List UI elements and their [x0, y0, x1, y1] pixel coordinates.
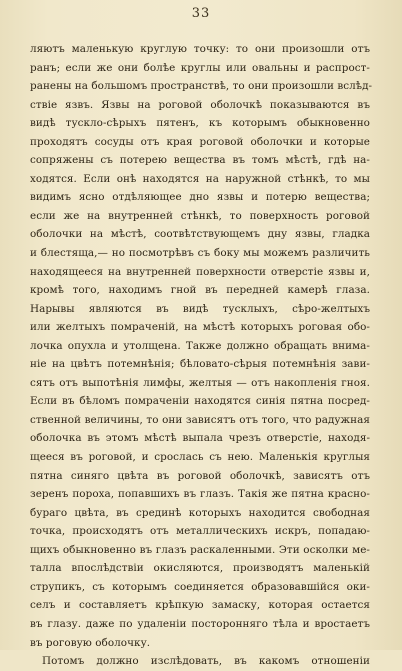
text-line: ствіе язвъ. Язвы на роговой оболочкѣ показываются въ	[30, 98, 370, 111]
text-line: оболочки на мѣстѣ, соотвѣтствующемъ дну язвы, гладка	[30, 228, 370, 241]
text-line: находящееся на внутренней поверхности отверстіе язвы и,	[30, 265, 370, 278]
text-line: бураго цвѣта, въ срединѣ которыхъ находится свободная	[30, 506, 370, 519]
text-line: ніе на цвѣтъ потемнѣнія; бѣловато-сѣрыя потемнѣнія зави-	[30, 358, 370, 371]
text-line: сопряжены съ потерею вещества въ томъ мѣстѣ, гдѣ на-	[30, 154, 370, 167]
text-line: щееся въ роговой, и срослась съ нею. Маленькія круглыя	[30, 451, 370, 464]
text-line: Если въ бѣломъ помраченіи находятся синія пятна посред-	[30, 395, 370, 408]
text-line: или желтыхъ помраченій, на мѣстѣ которыхъ роговая обо-	[30, 321, 370, 334]
text-line: ственной величины, то они зависятъ отъ того, что радужная	[30, 413, 370, 426]
text-line: струпикъ, съ которымъ соединяется образовавшійся оки-	[30, 580, 370, 593]
text-line: проходятъ сосуды отъ края роговой оболочки и которые	[30, 135, 370, 148]
text-line: селъ и составляетъ крѣпкую замаску, которая остается	[30, 599, 370, 612]
text-line: ранъ; если же они болѣе круглы или овальны и распрост-	[30, 61, 370, 74]
text-line: и блестяща,— но посмотрѣвъ съ боку мы можемъ различить	[30, 247, 370, 260]
text-line: если же на внутренней стѣнкѣ, то поверхность роговой	[30, 209, 370, 222]
text-line: щихъ обыкновенно въ глазъ раскаленными. Эти осколки ме-	[30, 543, 370, 556]
text-line: кромѣ того, находимъ гной въ передней камерѣ глаза.	[30, 284, 370, 297]
text-line: видимъ ясно отдѣляющее дно язвы и потерю вещества;	[30, 191, 370, 204]
text-line: ляютъ маленькую круглую точку: то они произошли отъ	[30, 43, 370, 55]
text-line: пятна синяго цвѣта въ роговой оболочкѣ, зависятъ отъ	[30, 469, 370, 482]
text-line: ранены на большомъ пространствѣ, то они произошли вслѣд-	[30, 80, 373, 93]
page-number: 33	[191, 6, 211, 21]
text-line: лочка опухла и утолщена. Также должно обращать внима-	[30, 339, 370, 352]
text-line: въ глазу. даже по удаленіи посторонняго тѣла и вростаетъ	[30, 617, 370, 630]
text-line: въ роговую оболочку.	[30, 636, 151, 649]
text-line: талла впослѣдствіи окисляются, производятъ маленькій	[30, 562, 370, 575]
text-line: зеренъ пороха, попавшихъ въ глазъ. Такія же пятна красно-	[30, 488, 370, 501]
text-line: оболочка въ этомъ мѣстѣ выпала чрезъ отверстіе, находя-	[30, 432, 370, 445]
text-line: видѣ тускло-сѣрыхъ пятенъ, къ которымъ обыкновенно	[30, 117, 370, 130]
text-line: Потомъ должно изслѣдовать, въ какомъ отношеніи	[42, 655, 370, 668]
text-line: сятъ отъ выпотѣнія лимфы, желтыя — отъ накопленія гноя.	[30, 376, 370, 389]
text-line: ходятся. Если онѣ находятся на наружной стѣнкѣ, то мы	[30, 172, 370, 185]
text-line: Нарывы являются въ видѣ тусклыхъ, сѣро-желтыхъ	[30, 302, 370, 315]
text-line: точка, происходятъ отъ металлическихъ искръ, попадаю-	[30, 525, 370, 538]
body-text	[30, 40, 373, 671]
